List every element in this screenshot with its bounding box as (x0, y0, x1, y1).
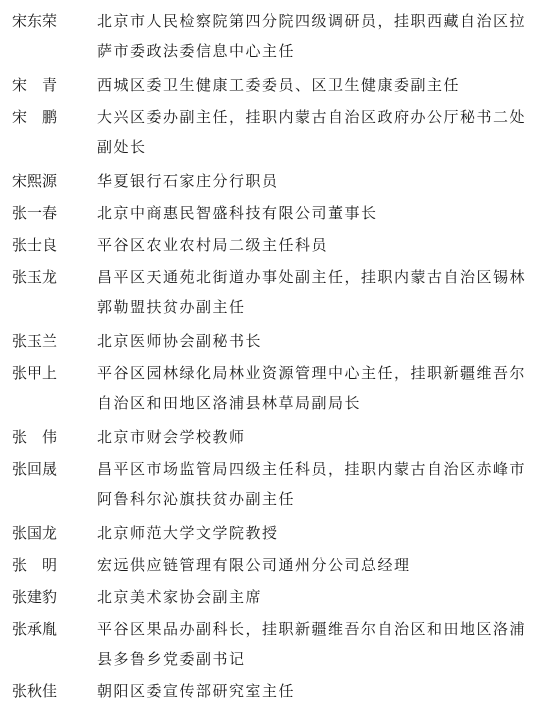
member-name: 张建豹 (12, 588, 58, 606)
member-name: 张玉龙 (12, 268, 58, 286)
member-name: 张国龙 (12, 524, 58, 542)
member-position: 平谷区园林绿化局林业资源管理中心主任，挂职新疆维吾尔自治区和田地区洛浦县林草局副局长 (97, 364, 527, 412)
member-name: 宋熙源 (12, 172, 58, 190)
member-name: 张一春 (12, 204, 58, 222)
member-position: 北京市财会学校教师 (97, 428, 246, 446)
member-position: 朝阳区委宣传部研究室主任 (97, 682, 296, 700)
member-name: 张 伟 (12, 428, 58, 446)
member-name: 张回晟 (12, 460, 58, 478)
member-name: 张秋佳 (12, 682, 58, 700)
member-position: 北京美术家协会副主席 (97, 588, 263, 606)
member-name: 张士良 (12, 236, 58, 254)
member-position: 北京医师协会副秘书长 (97, 332, 263, 350)
member-name: 宋 鹏 (12, 108, 58, 126)
member-position: 昌平区市场监管局四级主任科员，挂职内蒙古自治区赤峰市阿鲁科尔沁旗扶贫办副主任 (97, 460, 527, 508)
member-name: 张承胤 (12, 620, 58, 638)
member-name: 张甲上 (12, 364, 58, 382)
member-position: 平谷区农业农村局二级主任科员 (97, 236, 329, 254)
member-position: 西城区委卫生健康工委委员、区卫生健康委副主任 (97, 76, 461, 94)
member-name: 张 明 (12, 556, 58, 574)
member-position: 大兴区委办副主任，挂职内蒙古自治区政府办公厅秘书二处副处长 (97, 108, 527, 156)
member-position: 北京师范大学文学院教授 (97, 524, 279, 542)
member-name: 宋 青 (12, 76, 58, 94)
member-position: 宏远供应链管理有限公司通州分公司总经理 (97, 556, 411, 574)
member-position: 北京市人民检察院第四分院四级调研员，挂职西藏自治区拉萨市委政法委信息中心主任 (97, 12, 527, 60)
member-name: 宋东荣 (12, 12, 58, 30)
member-position: 平谷区果品办副科长，挂职新疆维吾尔自治区和田地区洛浦县多鲁乡党委副书记 (97, 620, 527, 668)
member-name: 张玉兰 (12, 332, 58, 350)
member-position: 昌平区天通苑北街道办事处副主任，挂职内蒙古自治区锡林郭勒盟扶贫办副主任 (97, 268, 527, 316)
member-position: 北京中商惠民智盛科技有限公司董事长 (97, 204, 378, 222)
member-position: 华夏银行石家庄分行职员 (97, 172, 279, 190)
